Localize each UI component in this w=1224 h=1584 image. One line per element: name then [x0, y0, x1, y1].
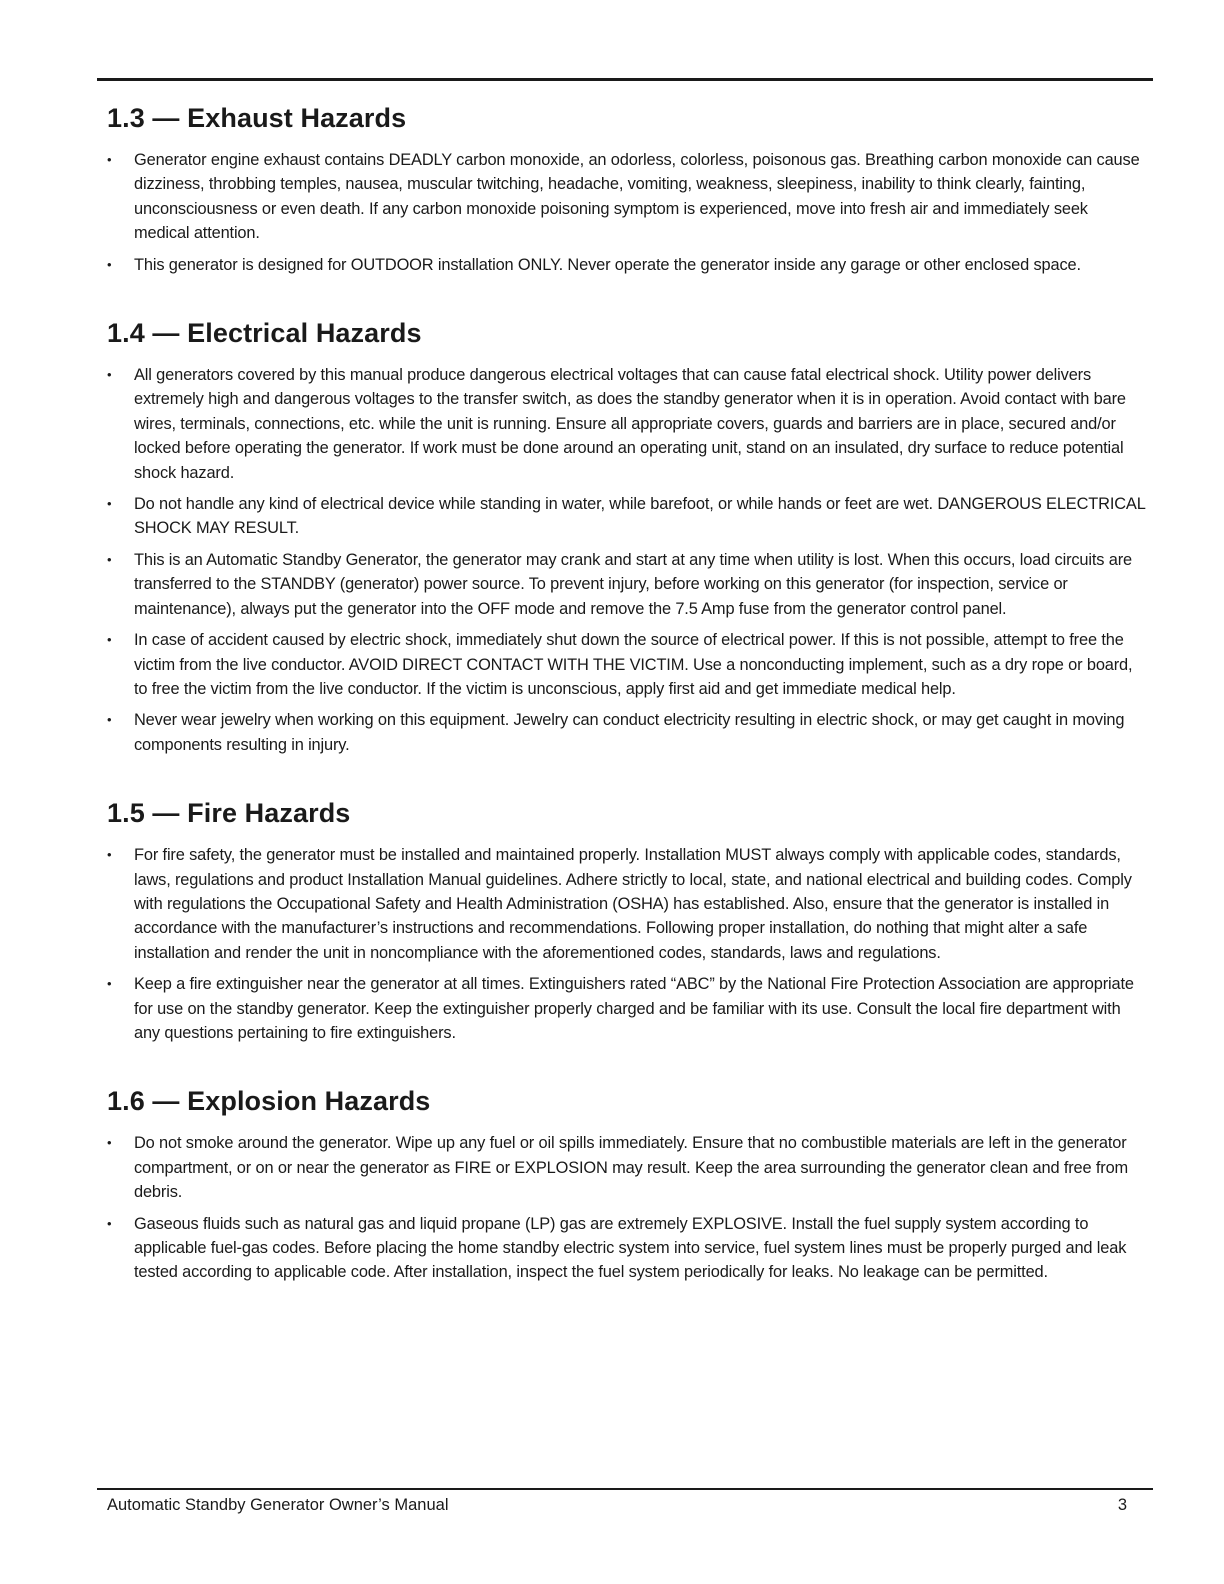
- list-item-text: All generators covered by this manual produce dangerous electrical voltages that can cause fatal electrical shock. Utility power delivers extremely high and dangerous voltages to the transfer switch, as does the standby generator when it is in operation. Avoid contact with bare wires, terminals, connections, etc. while the unit is running. Ensure all appropriate covers, guards and barriers are in place, secured and/or locked before operating the generator. If work must be done around an operating unit, stand on an insulated, dry surface to reduce potential shock hazard.: [134, 366, 1126, 482]
- list-item-text: Generator engine exhaust contains DEADLY carbon monoxide, an odorless, colorless, poisonous gas. Breathing carbon monoxide can cause dizziness, throbbing temples, nausea, muscular twitching, headache, vomiting, weakness, sleepiness, inability to think clearly, fainting, unconsciousness or even death. If any carbon monoxide poisoning symptom is experienced, move into fresh air and immediately seek medical attention.: [134, 151, 1140, 243]
- list-item-text: Never wear jewelry when working on this equipment. Jewelry can conduct electricity resulting in electric shock, or may get caught in moving components resulting in injury.: [134, 711, 1125, 754]
- bullet-icon: •: [107, 367, 112, 383]
- list-item: [107, 708, 1147, 757]
- list-item: [107, 843, 1147, 965]
- bullet-icon: •: [107, 256, 112, 272]
- section-heading: 1.5 — Fire Hazards: [107, 798, 351, 829]
- bullet-icon: •: [107, 712, 112, 728]
- list-item: [107, 363, 1147, 485]
- section-heading: 1.6 — Explosion Hazards: [107, 1086, 431, 1117]
- bullet-icon: •: [107, 1135, 112, 1151]
- top-divider: [97, 78, 1153, 81]
- list-item: [107, 148, 1147, 246]
- list-item-text: Do not handle any kind of electrical device while standing in water, while barefoot, or while hands or feet are wet. DANGEROUS ELECTRICAL SHOCK MAY RESULT.: [134, 495, 1146, 538]
- section-exhaust-hazards: [107, 100, 1147, 277]
- list-item-text: For fire safety, the generator must be installed and maintained properly. Installation MUST always comply with applicable codes, standards, laws, regulations and product Installation Manual guidelines. Adhere strictly to local, state, and national electrical and building codes. Comply with regulations the Occupational Safety and Health Administration (OSHA) has established. Also, ensure that the generator is installed in accordance with the manufacturer’s instructions and recommendations. Following proper installation, do nothing that might alter a safe installation and render the unit in noncompliance with the aforementioned codes, standards, laws and regulations.: [134, 846, 1132, 962]
- page-content: [107, 100, 1147, 1323]
- section-heading: 1.4 — Electrical Hazards: [107, 318, 422, 349]
- list-item-text: Gaseous fluids such as natural gas and liquid propane (LP) gas are extremely EXPLOSIVE. Install the fuel supply system according to applicable fuel-gas codes. Before placing the home standby electric system into service, fuel system lines must be properly purged and leak tested according to applicable code. After installation, inspect the fuel system periodically for leaks. No leakage can be permitted.: [134, 1214, 1127, 1282]
- bottom-divider: [97, 1488, 1153, 1490]
- page-footer: [107, 1494, 1127, 1516]
- list-item-text: This generator is designed for OUTDOOR installation ONLY. Never operate the generator inside any garage or other enclosed space.: [134, 255, 1081, 274]
- list-item-text: Keep a fire extinguisher near the generator at all times. Extinguishers rated “ABC” by the National Fire Protection Association are appropriate for use on the standby generator. Keep the extinguisher properly charged and be familiar with its use. Consult the local fire department with any questions pertaining to fire extinguishers.: [134, 975, 1134, 1042]
- list-item: [107, 253, 1147, 277]
- list-item-text: Do not smoke around the generator. Wipe up any fuel or oil spills immediately. Ensure that no combustible materials are left in the generator compartment, or on or near the generator as FIRE or EXPLOSION may result. Keep the area surrounding the generator clean and free from debris.: [134, 1134, 1129, 1202]
- section-electrical-hazards: [107, 315, 1147, 757]
- bullet-icon: •: [107, 1215, 112, 1231]
- section-heading: 1.3 — Exhaust Hazards: [107, 103, 407, 133]
- list-item: [107, 492, 1147, 541]
- page-number: 3: [1117, 1496, 1127, 1514]
- footer-title: Automatic Standby Generator Owner’s Manual: [107, 1496, 449, 1514]
- bullet-icon: •: [107, 152, 112, 167]
- bullet-list: [107, 148, 1147, 277]
- list-item: [107, 548, 1147, 621]
- list-item-text: This is an Automatic Standby Generator, the generator may crank and start at any time when utility is lost. When this occurs, load circuits are transferred to the STANDBY (generator) power source. To prevent injury, before working on this generator (for inspection, service or maintenance), always put the generator into the OFF mode and remove the 7.5 Amp fuse from the generator control panel.: [134, 550, 1132, 618]
- bullet-list: [107, 363, 1147, 757]
- section-fire-hazards: [107, 795, 1147, 1045]
- bullet-icon: •: [107, 551, 112, 567]
- list-item: [107, 972, 1147, 1045]
- bullet-icon: •: [107, 976, 112, 992]
- list-item: [107, 1212, 1147, 1285]
- list-item: [107, 1131, 1147, 1204]
- bullet-icon: •: [107, 632, 112, 648]
- bullet-icon: •: [107, 847, 112, 863]
- bullet-icon: •: [107, 496, 112, 512]
- bullet-list: [107, 1131, 1147, 1284]
- list-item: [107, 628, 1147, 701]
- list-item-text: In case of accident caused by electric shock, immediately shut down the source of electrical power. If this is not possible, attempt to free the victim from the live conductor. AVOID DIRECT CONTACT WITH THE VICTIM. Use a nonconducting implement, such as a dry rope or board, to free the victim from the live conductor. If the victim is unconscious, apply first aid and get immediate medical help.: [134, 631, 1133, 698]
- bullet-list: [107, 843, 1147, 1045]
- section-explosion-hazards: [107, 1083, 1147, 1284]
